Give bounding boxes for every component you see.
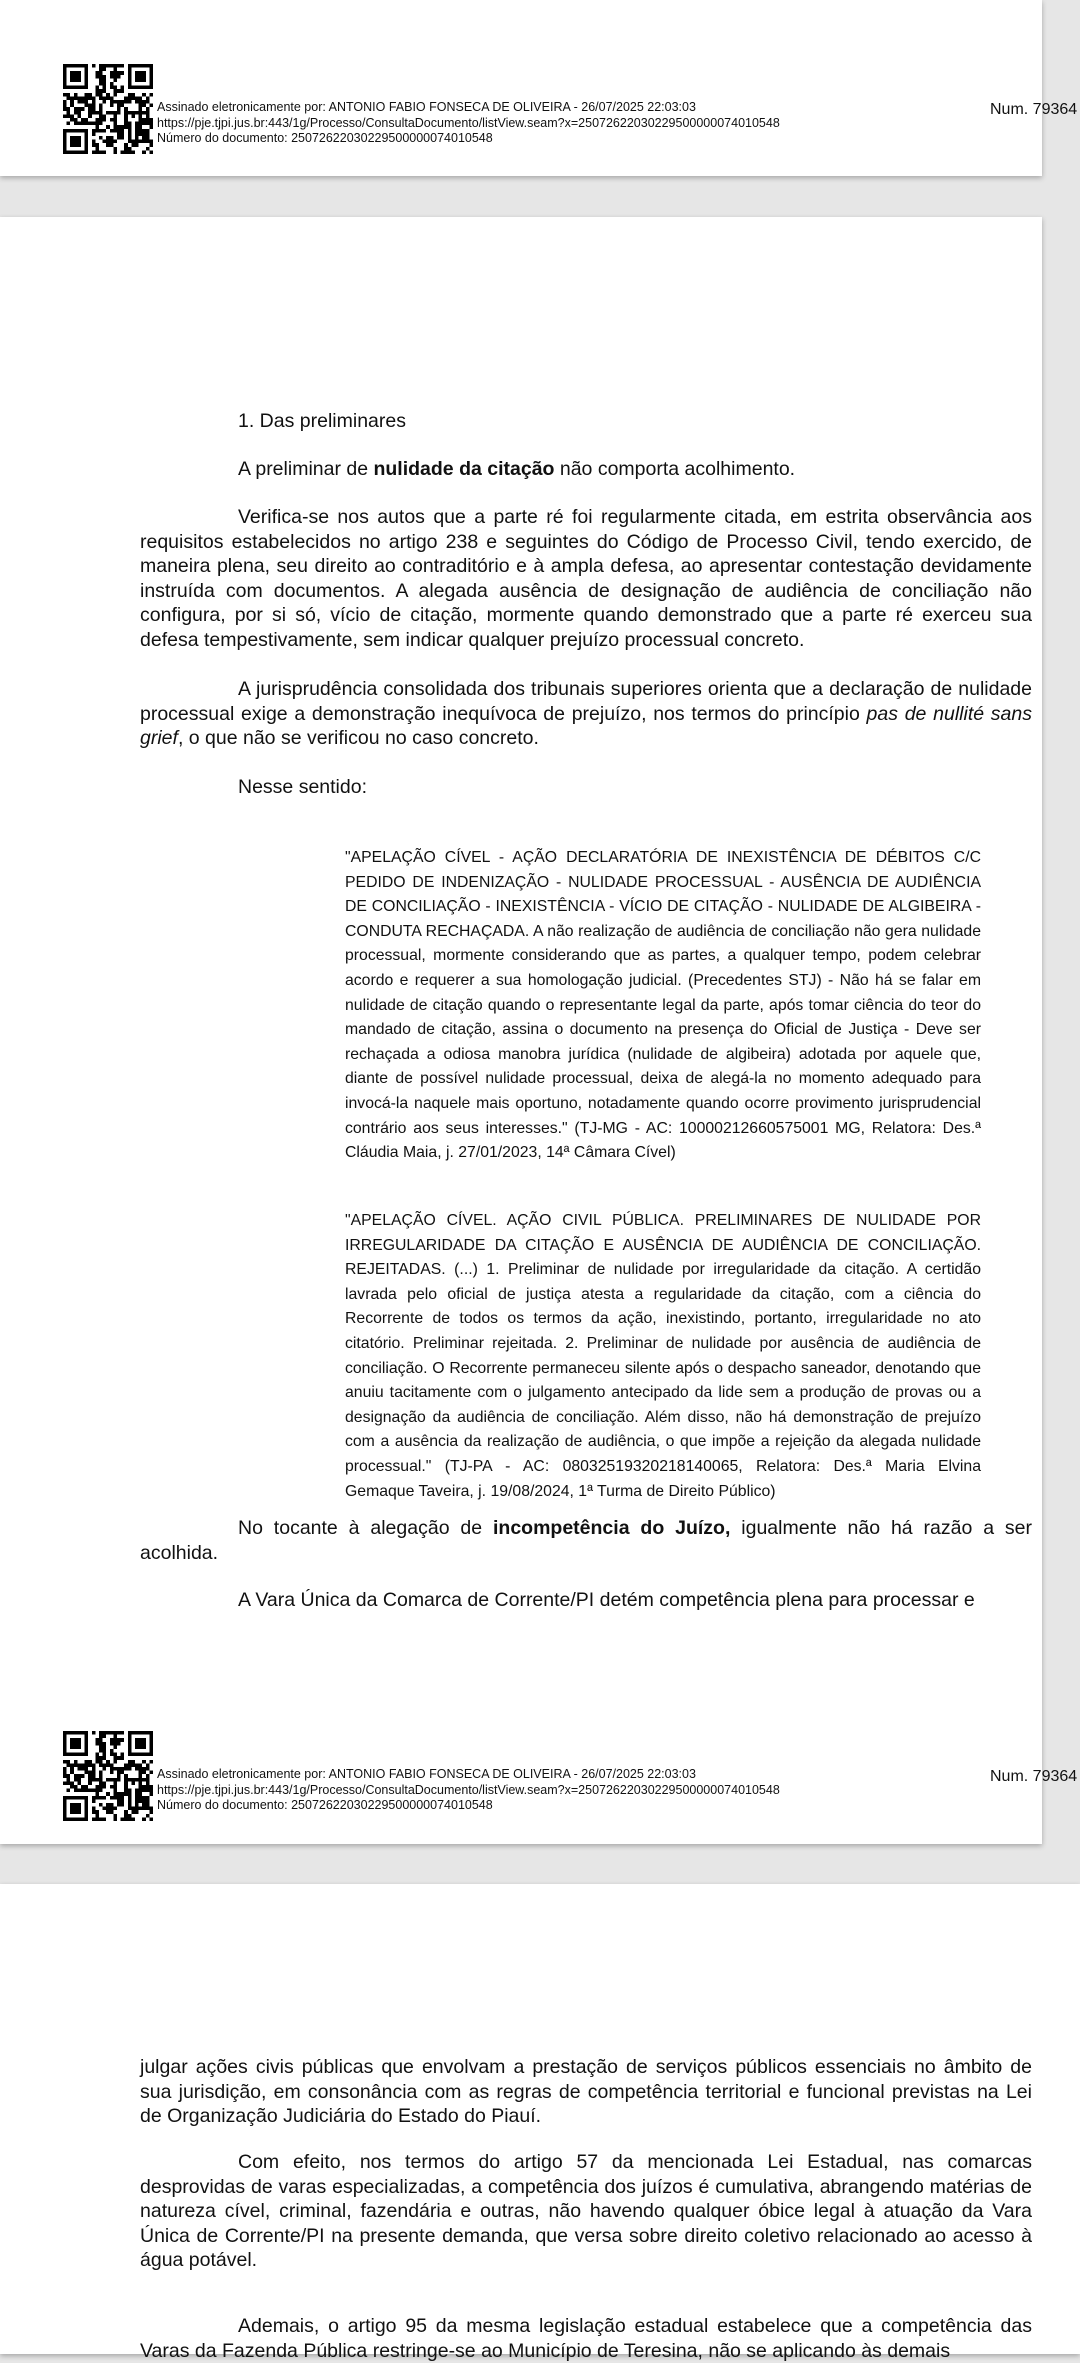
signature-line-document-number: Número do documento: 25072622030229500000074010548 bbox=[157, 1798, 493, 1812]
section-heading: 1. Das preliminares bbox=[238, 410, 406, 432]
paragraph bbox=[140, 677, 1032, 751]
paragraph bbox=[140, 505, 1032, 653]
document-page-3 bbox=[0, 1884, 1080, 2362]
document-num: Num. 79364 bbox=[990, 1768, 1078, 1785]
document-page-1 bbox=[0, 0, 1078, 176]
blockquote-citation: "APELAÇÃO CÍVEL. AÇÃO CIVIL PÚBLICA. PRELIMINARES DE NULIDADE POR IRREGULARIDADE DA CITAÇÃO E AUSÊNCIA DE AUDIÊNCIA DE CONCILIAÇÃO. REJEITADAS. (...) 1. Preliminar de nulidade por irregularidade da citação. A certidão lavrada pelo oficial de justiça atesta a regularidade da citação, com a ciência do Recorrente de todos os termos da ação, inexistindo, portanto, irregularidade no ato citatório. Preliminar rejeitada. 2. Preliminar de nulidade por ausência de audiência de conciliação. O Recorrente permaneceu silente após o despacho saneador, denotando que anuiu tacitamente com o julgamento antecipado da lide sem a produção de provas ou a designação da audiência de conciliação. Além disso, não há demonstração de prejuízo com a ausência da realização de audiência, o que impõe a rejeição da alegada nulidade processual." (TJ-PA - AC: 08032519320218140065, Relatora: Des.ª Maria Elvina Gemaque Taveira, j. 19/08/2024, 1ª Turma de Direito Público) bbox=[345, 1212, 981, 1500]
paragraph-text: Com efeito, nos termos do artigo 57 da mencionada Lei Estadual, nas comarcas desprovidas de varas especializadas, a competência dos juízos é cumulativa, abrangendo matérias de natureza cível, criminal, fazendária e outras, não havendo qualquer óbice legal à atuação da Vara Única de Corrente/PI na presente demanda, que versa sobre direito coletivo relacionado ao acesso à água potável. bbox=[140, 2151, 1032, 2272]
document-page-2 bbox=[0, 217, 1078, 1844]
paragraph bbox=[140, 2055, 1032, 2129]
signature-text bbox=[157, 100, 780, 147]
blockquote-citation: "APELAÇÃO CÍVEL - AÇÃO DECLARATÓRIA DE INEXISTÊNCIA DE DÉBITOS C/C PEDIDO DE INDENIZAÇÃO - NULIDADE PROCESSUAL - AUSÊNCIA DE AUDIÊNCIA DE CONCILIAÇÃO - INEXISTÊNCIA - VÍCIO DE CITAÇÃO - NULIDADE DE ALGIBEIRA - CONDUTA RECHAÇADA. A não realização de audiência de conciliação não gera nulidade processual, mormente considerando que as partes, a qualquer tempo, podem celebrar acordo e requerer a sua homologação judicial. (Precedentes STJ) - Não há se falar em nulidade de citação quando o representante legal da parte, após tomar ciência do teor do mandado de citação, assina o documento na presença do Oficial de Justiça - Deve ser rechaçada a odiosa manobra jurídica (nulidade de algibeira) adotada por aquele que, diante de possível nulidade processual, deixa de alegá-la no momento adequado para invocá-la naquele mais oportuno, notadamente quando ocorre provimento jurisprudencial contrário aos seus interesses." (TJ-MG - AC: 10000212660575001 MG, Relatora: Des.ª Cláudia Maia, j. 27/01/2023, 14ª Câmara Cível) bbox=[345, 849, 981, 1162]
paragraph-bold-text: nulidade da citação bbox=[373, 458, 555, 480]
document-num: Num. 79364 bbox=[990, 101, 1078, 118]
signature-line-document-number: Número do documento: 25072622030229500000074010548 bbox=[157, 131, 493, 145]
paragraph-text: igualmente não há razão a ser acolhida. bbox=[140, 1517, 1033, 1564]
signature-block bbox=[63, 64, 1078, 145]
paragraph-text: No tocante à alegação de bbox=[238, 1517, 493, 1539]
paragraph bbox=[140, 1516, 1032, 1565]
paragraph-text: A preliminar de bbox=[238, 458, 374, 480]
paragraph bbox=[140, 2150, 1032, 2273]
paragraph-text: julgar ações civis públicas que envolvam a prestação de serviços públicos essenciais no âmbito de sua jurisdição, em consonância com as regras de competência territorial e funcional previstas na Lei de Organização Judiciária do Estado do Piauí. bbox=[140, 2056, 1032, 2128]
page-text-cut bbox=[240, 0, 427, 1]
signature-line-url[interactable]: https://pje.tjpi.jus.br:443/1g/Processo/ConsultaDocumento/listView.seam?x=25072622030229500000074010548 bbox=[157, 115, 780, 130]
signature-line-url[interactable]: https://pje.tjpi.jus.br:443/1g/Processo/ConsultaDocumento/listView.seam?x=25072622030229500000074010548 bbox=[157, 1782, 780, 1797]
paragraph-text: Ademais, o artigo 95 da mesma legislação estadual estabelece que a competência das Varas da Fazenda Pública restringe-se ao Município de Teresina, não se aplicando às demais bbox=[140, 2315, 1032, 2362]
paragraph: A Vara Única da Comarca de Corrente/PI detém competência plena para processar e bbox=[238, 1589, 975, 1611]
paragraph: Nesse sentido: bbox=[238, 776, 367, 798]
paragraph-bold-text: incompetência do Juízo, bbox=[493, 1517, 731, 1539]
paragraph-text: não comporta acolhimento. bbox=[554, 458, 796, 480]
qr-code-icon bbox=[63, 1731, 153, 1821]
paragraph-italic-text: pas de nullité sans grief bbox=[140, 702, 1032, 750]
paragraph bbox=[238, 457, 1038, 482]
signature-text bbox=[157, 1767, 780, 1814]
signature-line-signer: Assinado eletronicamente por: ANTONIO FABIO FONSECA DE OLIVEIRA - 26/07/2025 22:03:03 bbox=[157, 1767, 696, 1781]
paragraph-text: Verifica-se nos autos que a parte ré foi regularmente citada, em estrita observância aos requisitos estabelecidos no artigo 238 e seguintes do Código de Processo Civil, tendo exercido, de maneira plena, seu direito ao contraditório e à ampla defesa, ao apresentar contestação devidamente instruída com documentos. A alegada ausência de designação de audiência de conciliação não configura, por si só, vício de citação, mormente quando demonstrado que a parte ré exerceu sua defesa tempestivamente, sem indicar qualquer prejuízo processual concreto. bbox=[140, 506, 1032, 651]
qr-code-icon bbox=[63, 64, 153, 154]
paragraph-text: A jurisprudência consolidada dos tribunais superiores orienta que a declaração de nulidade processual exige a demonstração inequívoca de prejuízo, nos termos do princípio bbox=[140, 678, 1032, 725]
signature-line-signer: Assinado eletronicamente por: ANTONIO FABIO FONSECA DE OLIVEIRA - 26/07/2025 22:03:03 bbox=[157, 100, 696, 114]
paragraph bbox=[140, 2314, 1032, 2363]
paragraph-text: , o que não se verificou no caso concreto. bbox=[177, 727, 539, 750]
signature-block bbox=[63, 1731, 1078, 1812]
